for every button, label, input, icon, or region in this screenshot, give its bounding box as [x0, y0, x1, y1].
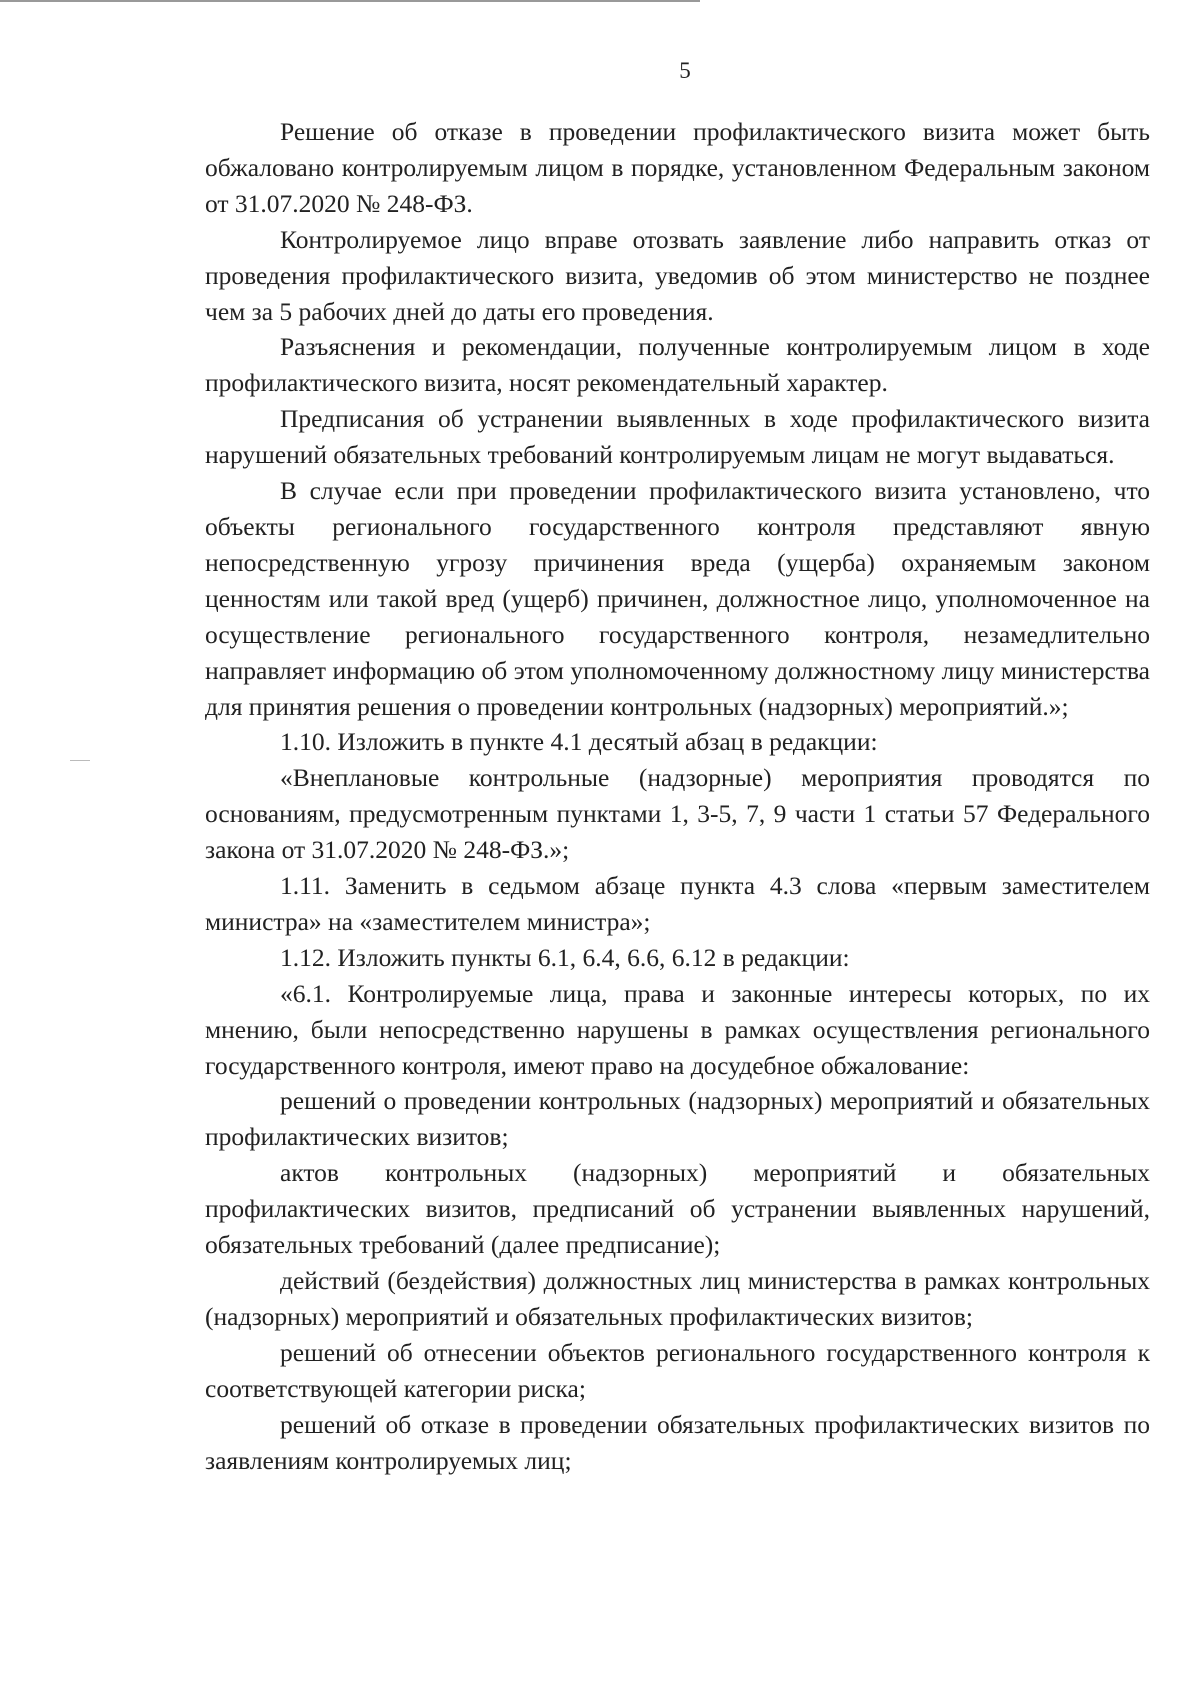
paragraph: действий (бездействия) должностных лиц министерства в рамках контрольных (надзорных) мероприятий и обязательных профилактических визитов;: [205, 1266, 1150, 1331]
paragraph: Разъяснения и рекомендации, полученные контролируемым лицом в ходе профилактического визита, носят рекомендательный характер.: [205, 332, 1150, 398]
page-number: 5: [679, 58, 691, 83]
margin-mark: [70, 760, 90, 761]
paragraph: 1.12. Изложить пункты 6.1, 6.4, 6.6, 6.12 в редакции:: [280, 942, 850, 972]
paragraph: Предписания об устранении выявленных в ходе профилактического визита нарушений обязательных требований контролируемым лицам не могут выдаваться.: [205, 404, 1150, 470]
paragraph: решений об отказе в проведении обязательных профилактических визитов по заявлениям контролируемых лиц;: [205, 1409, 1150, 1475]
paragraph: Контролируемое лицо вправе отозвать заявление либо направить отказ от проведения профилактического визита, уведомив об этом министерство не позднее чем за 5 рабочих дней до даты его проведения.: [205, 224, 1150, 326]
paragraph: В случае если при проведении профилактического визита установлено, что объекты регионального государственного контроля представляют явную непосредственную угрозу причинения вреда (ущерба) охраняемым законом ценностям или такой вред (ущерб) причинен, должностное лицо, уполномоченное на осуществление регионального государственного контроля, незамедлительно направляет информацию об этом уполномоченному должностному лицу министерства для принятия решения о проведении контрольных (надзорных) мероприятий.»;: [205, 476, 1150, 721]
paragraph: актов контрольных (надзорных) мероприятий и обязательных профилактических визитов, предписаний об устранении выявленных нарушений, обязательных требований (далее предписание);: [205, 1158, 1150, 1260]
scan-edge-line: [0, 0, 700, 2]
paragraph: решений о проведении контрольных (надзорных) мероприятий и обязательных профилактических визитов;: [205, 1086, 1150, 1152]
paragraph: 1.11. Заменить в седьмом абзаце пункта 4.3 слова «первым заместителем министра» на «заместителем министра»;: [205, 871, 1150, 936]
paragraph: «6.1. Контролируемые лица, права и законные интересы которых, по их мнению, были непосредственно нарушены в рамках осуществления регионального государственного контроля, имеют право на досудебное обжалование:: [205, 978, 1150, 1080]
paragraph: 1.10. Изложить в пункте 4.1 десятый абзац в редакции:: [280, 727, 878, 757]
paragraph: Решение об отказе в проведении профилактического визита может быть обжаловано контролируемым лицом в порядке, установленном Федеральным законом от 31.07.2020 № 248-ФЗ.: [205, 117, 1150, 218]
document-body: [205, 114, 1150, 1478]
paragraph: «Внеплановые контрольные (надзорные) мероприятия проводятся по основаниям, предусмотренным пунктами 1, 3-5, 7, 9 части 1 статьи 57 Федерального закона от 31.07.2020 № 248-ФЗ.»;: [205, 763, 1150, 865]
paragraph: решений об отнесении объектов регионального государственного контроля к соответствующей категории риска;: [205, 1337, 1150, 1403]
